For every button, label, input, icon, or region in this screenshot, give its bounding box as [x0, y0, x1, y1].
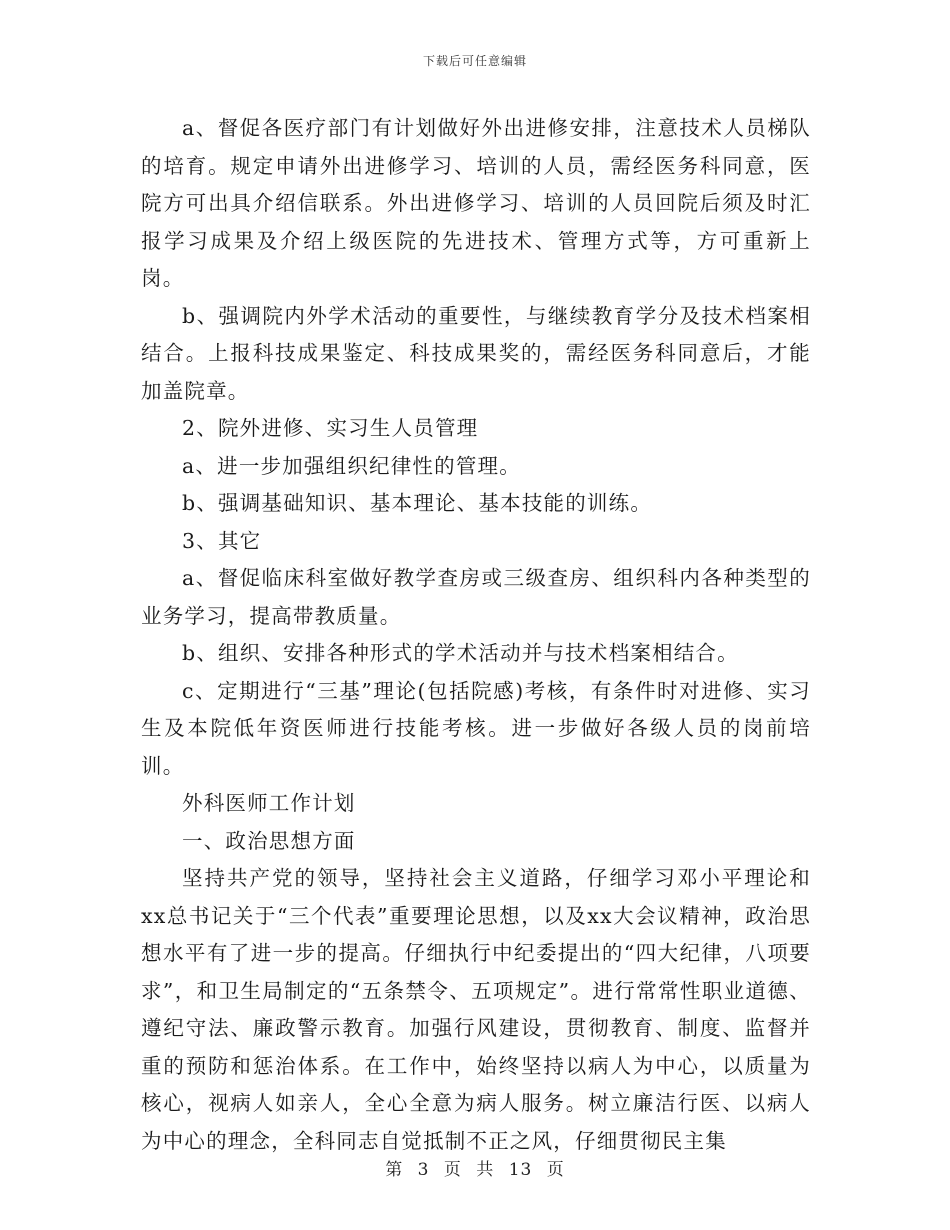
section-heading-3: 3、其它 — [182, 528, 262, 553]
document-title: 外科医师工作计划 — [182, 791, 356, 815]
page-header: 下载后可任意编辑 — [422, 54, 527, 68]
paragraph-b-academic: b、强调院内外学术活动的重要性，与继续教育学分及技术档案相结合。上报科技成果鉴定、科技成果奖的，需经医务科同意后，才能加盖院章。 — [141, 303, 811, 403]
paragraph-a-training: a、督促各医疗部门有计划做好外出进修安排，注意技术人员梯队的培育。规定申请外出进修学习、培训的人员，需经医务科同意，医院方可出具介绍信联系。外出进修学习、培训的人员回院后须及时汇报学习成果及介绍上级医院的先进技术、管理方式等，方可重新上岗。 — [141, 116, 811, 290]
section-heading-politics: 一、政治思想方面 — [182, 828, 356, 853]
paragraph-c-assessment: c、定期进行“三基”理论(包括院感)考核，有条件时对进修、实习生及本院低年资医师进行技能考核。进一步做好各级人员的岗前培训。 — [141, 678, 811, 778]
paragraph-b-basics: b、强调基础知识、基本理论、基本技能的训练。 — [182, 491, 653, 515]
section-heading-2: 2、院外进修、实习生人员管理 — [182, 416, 479, 440]
paragraph-a-discipline: a、进一步加强组织纪律性的管理。 — [182, 453, 521, 478]
paragraph-a-rounds: a、督促临床科室做好教学查房或三级查房、组织科内各种类型的业务学习，提高带教质量。 — [141, 566, 811, 628]
paragraph-b-activities: b、组织、安排各种形式的学术活动并与技术档案相结合。 — [182, 641, 739, 665]
paragraph-politics: 坚持共产党的领导，坚持社会主义道路，仔细学习邓小平理论和xx总书记关于“三个代表”重要理论思想，以及xx大会议精神，政治思想水平有了进一步的提高。仔细执行中纪委提出的“四大纪律，八项要求”，和卫生局制定的“五条禁令、五项规定”。进行常常性职业道德、遵纪守法、廉政警示教育。加强行风建设，贯彻教育、制度、监督并重的预防和惩治体系。在工作中，始终坚持以病人为中心，以质量为核心，视病人如亲人，全心全意为病人服务。树立廉洁行医、以病人为中心的理念，全科同志自觉抵制不正之风，仔细贯彻民主集 — [141, 866, 811, 1153]
document-body — [141, 110, 811, 1160]
page-footer: 第 3 页 共 13 页 — [385, 1160, 565, 1180]
